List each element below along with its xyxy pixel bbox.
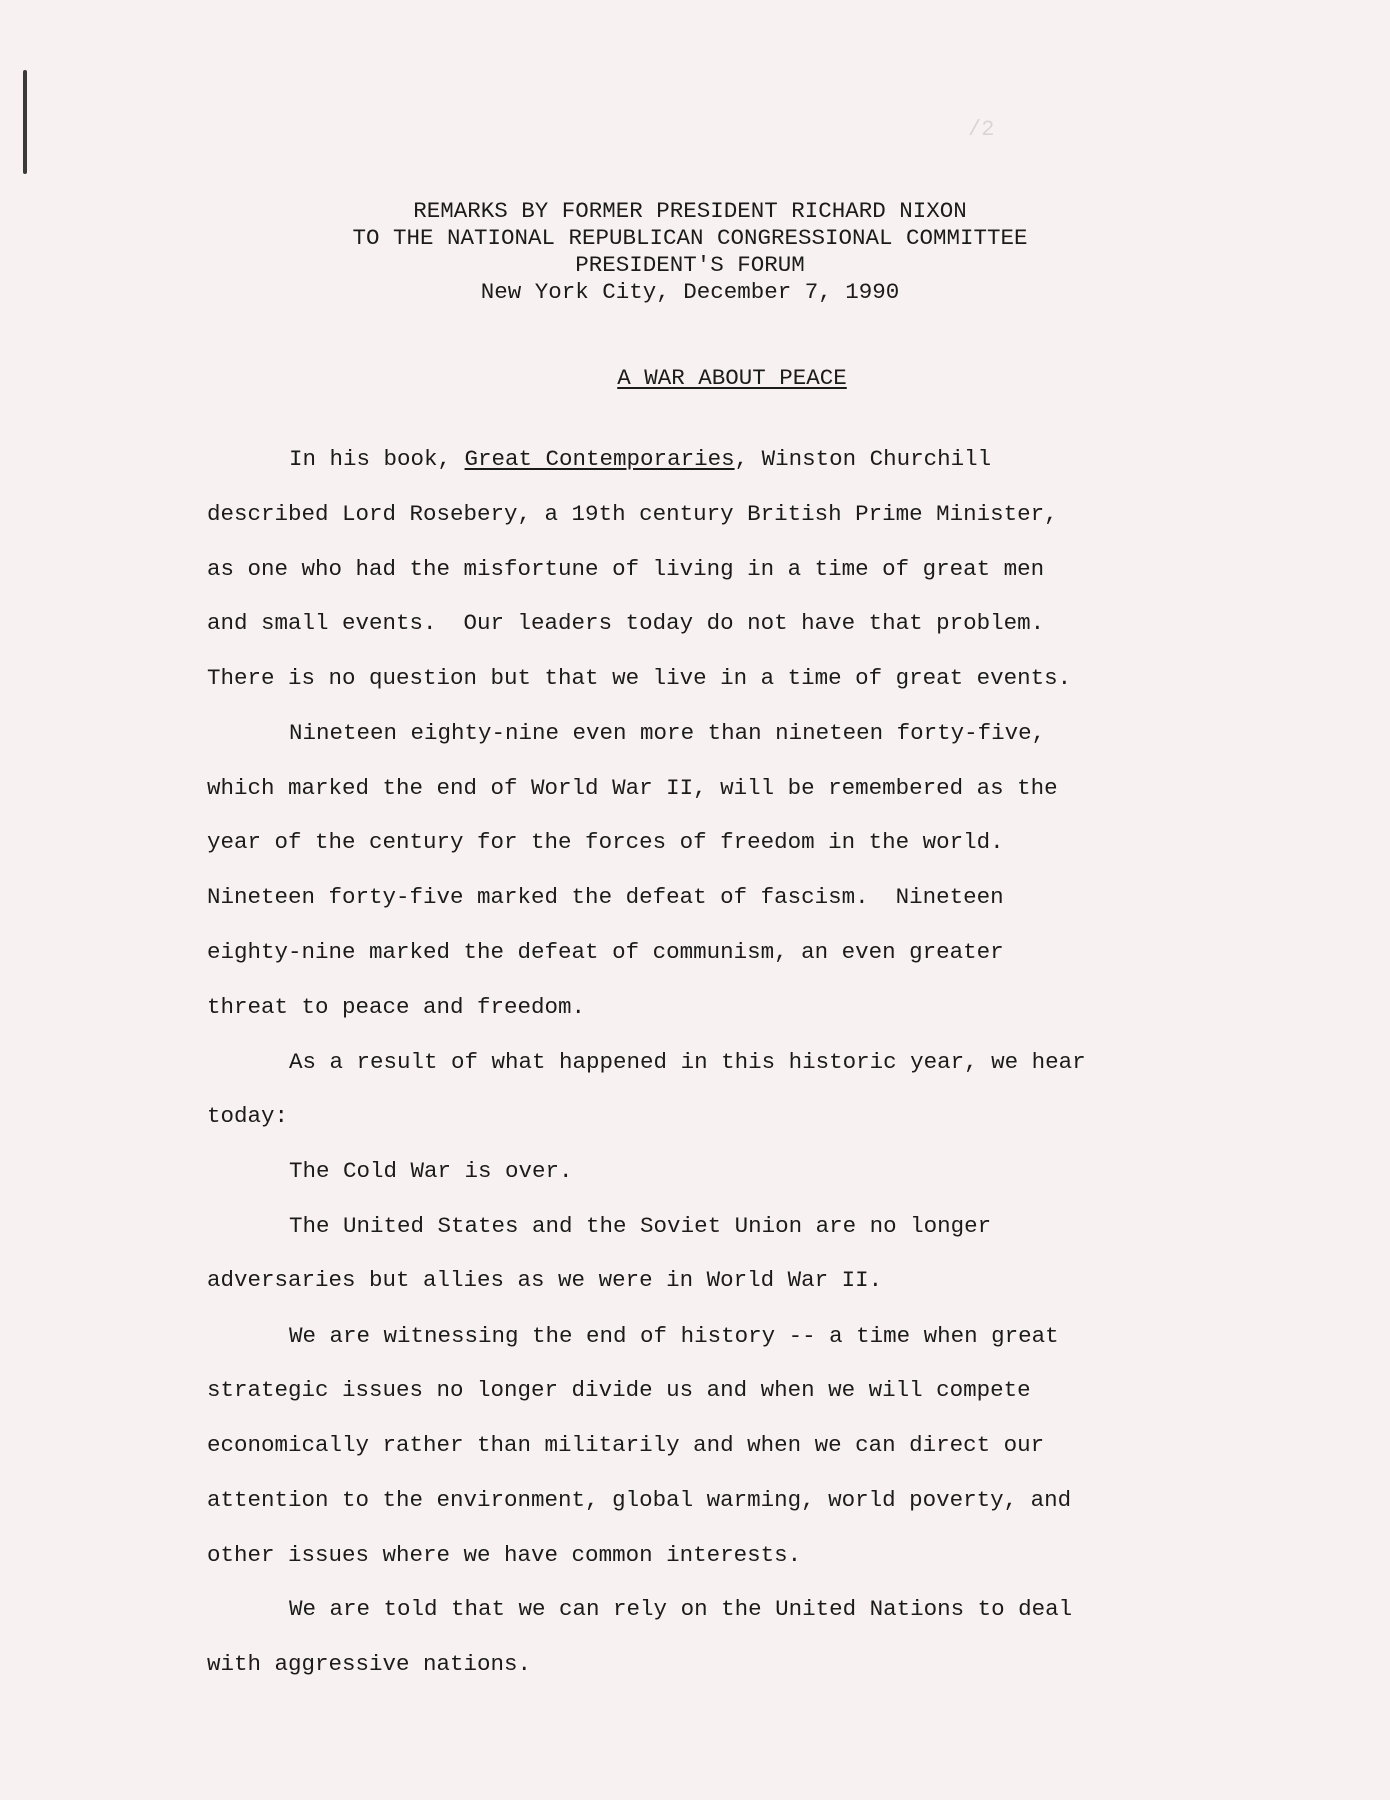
body-line: threat to peace and freedom. bbox=[207, 994, 586, 1020]
body-line: today: bbox=[207, 1103, 289, 1129]
body-line: We are told that we can rely on the United Nations to deal bbox=[289, 1596, 1073, 1622]
body-line: and small events. Our leaders today do not have that problem. bbox=[207, 610, 1045, 636]
body-line: The Cold War is over. bbox=[289, 1158, 573, 1184]
body-line: economically rather than militarily and when we can direct our bbox=[207, 1432, 1045, 1458]
body-line: Nineteen eighty-nine even more than nineteen forty-five, bbox=[289, 720, 1046, 746]
header-line-2: TO THE NATIONAL REPUBLICAN CONGRESSIONAL COMMITTEE bbox=[352, 225, 1028, 251]
body-line: There is no question but that we live in a time of great events. bbox=[207, 665, 1072, 691]
binding-mark bbox=[23, 70, 27, 174]
book-title: Great Contemporaries bbox=[464, 446, 735, 472]
body-line: We are witnessing the end of history -- a time when great bbox=[289, 1323, 1059, 1349]
body-text: , Winston Churchill bbox=[734, 446, 992, 472]
body-line: described Lord Rosebery, a 19th century British Prime Minister, bbox=[207, 501, 1058, 527]
body-line: As a result of what happened in this historic year, we hear bbox=[289, 1049, 1086, 1075]
body-line: year of the century for the forces of freedom in the world. bbox=[207, 829, 1004, 855]
header-line-4: New York City, December 7, 1990 bbox=[480, 279, 900, 305]
body-line: The United States and the Soviet Union are no longer bbox=[289, 1213, 992, 1239]
body-line: eighty-nine marked the defeat of communism, an even greater bbox=[207, 939, 1004, 965]
body-line: strategic issues no longer divide us and when we will compete bbox=[207, 1377, 1031, 1403]
speech-title bbox=[0, 364, 1390, 392]
body-line: with aggressive nations. bbox=[207, 1651, 532, 1677]
speech-title-text: A WAR ABOUT PEACE bbox=[617, 365, 847, 391]
speech-header bbox=[0, 198, 1390, 306]
body-line: Nineteen forty-five marked the defeat of fascism. Nineteen bbox=[207, 884, 1004, 910]
body-line: as one who had the misfortune of living in a time of great men bbox=[207, 556, 1045, 582]
body-line: which marked the end of World War II, will be remembered as the bbox=[207, 775, 1058, 801]
header-line-1: REMARKS BY FORMER PRESIDENT RICHARD NIXON bbox=[413, 198, 967, 224]
body-line: attention to the environment, global warming, world poverty, and bbox=[207, 1487, 1072, 1513]
body-text: In his book, bbox=[289, 446, 465, 472]
body-line: other issues where we have common interests. bbox=[207, 1542, 802, 1568]
body-line bbox=[289, 444, 991, 474]
bleed-through-page-number: /2 bbox=[968, 117, 995, 142]
body-line: adversaries but allies as we were in World War II. bbox=[207, 1267, 883, 1293]
header-line-3: PRESIDENT'S FORUM bbox=[575, 252, 805, 278]
